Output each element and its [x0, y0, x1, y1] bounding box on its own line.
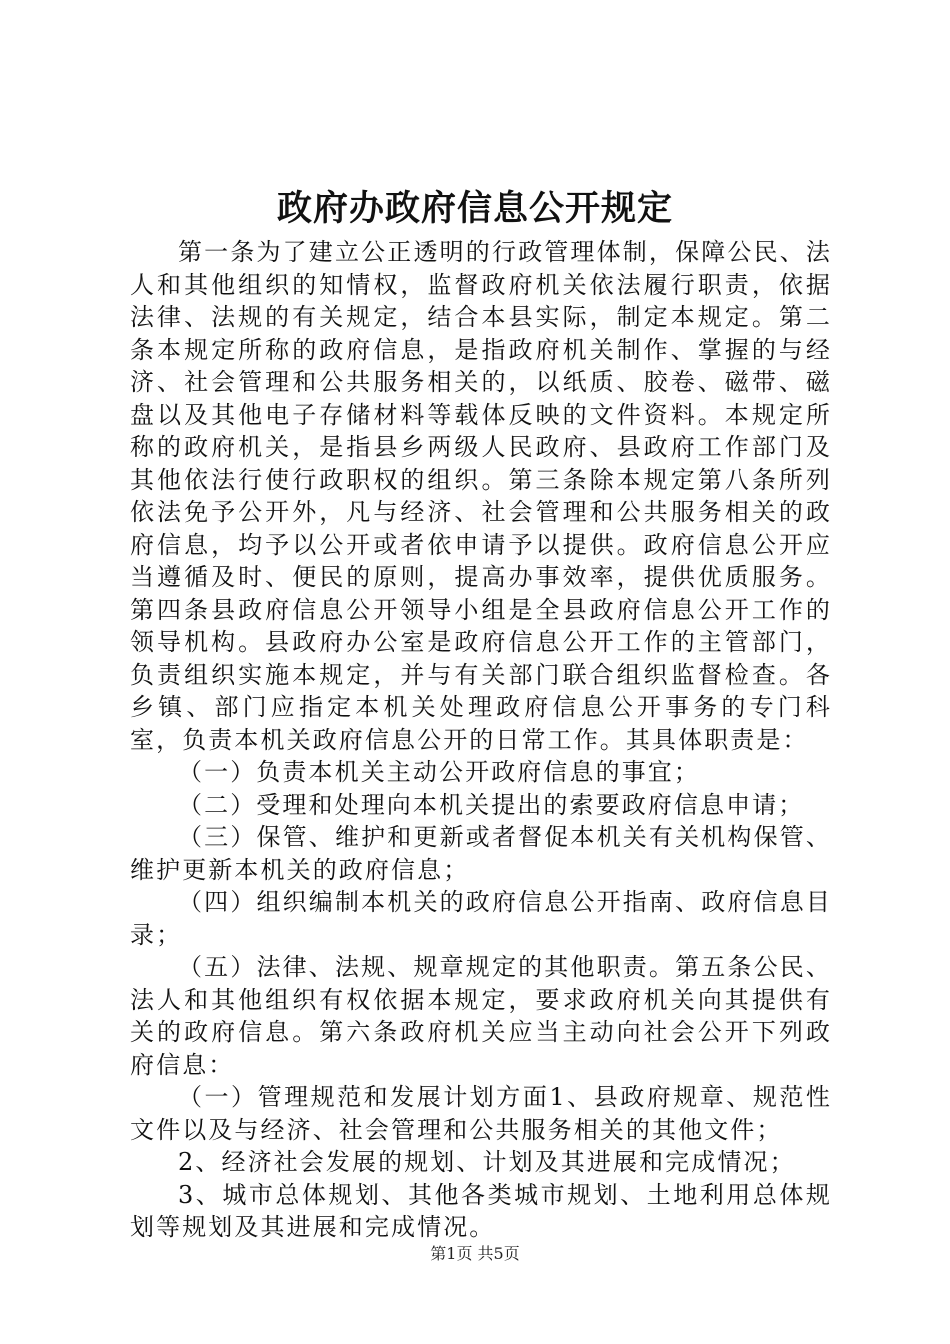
document-body: [130, 236, 832, 1244]
paragraph-item-management: （一）管理规范和发展计划方面1、县政府规章、规范性文件以及与经济、社会管理和公共服务相关的其他文件；: [130, 1083, 832, 1144]
paragraph-duty-3: （三）保管、维护和更新或者督促本机关有关机构保管、维护更新本机关的政府信息；: [130, 823, 832, 884]
paragraph-duty-1: （一）负责本机关主动公开政府信息的事宜；: [178, 758, 700, 786]
page-number-footer: 第1页 共5页: [430, 1244, 520, 1263]
paragraph-duty-4: （四）组织编制本机关的政府信息公开指南、政府信息目录；: [130, 888, 832, 949]
paragraph-articles-1-4: 第一条为了建立公正透明的行政管理体制，保障公民、法人和其他组织的知情权，监督政府机关依法履行职责，依据法律、法规的有关规定，结合本县实际，制定本规定。第二条本规定所称的政府信息，是指政府机关制作、掌握的与经济、社会管理和公共服务相关的，以纸质、胶卷、磁带、磁盘以及其他电子存储材料等载体反映的文件资料。本规定所称的政府机关，是指县乡两级人民政府、县政府工作部门及其他依法行使行政职权的组织。第三条除本规定第八条所列依法免予公开外，凡与经济、社会管理和公共服务相关的政府信息，均予以公开或者依申请予以提供。政府信息公开应当遵循及时、便民的原则，提高办事效率，提供优质服务。第四条县政府信息公开领导小组是全县政府信息公开工作的领导机构。县政府办公室是政府信息公开工作的主管部门，负责组织实施本规定，并与有关部门联合组织监督检查。各乡镇、部门应指定本机关处理政府信息公开事务的专门科室，负责本机关政府信息公开的日常工作。其具体职责是：: [130, 238, 832, 754]
paragraph-duty-2: （二）受理和处理向本机关提出的索要政府信息申请；: [178, 790, 805, 819]
paragraph-duty-5-articles-5-6: （五）法律、法规、规章规定的其他职责。第五条公民、法人和其他组织有权依据本规定，要求政府机关向其提供有关的政府信息。第六条政府机关应当主动向社会公开下列政府信息：: [130, 953, 832, 1079]
paragraph-item-plans: 2、经济社会发展的规划、计划及其进展和完成情况；: [178, 1148, 796, 1176]
document-title: 政府办政府信息公开规定: [276, 188, 673, 229]
paragraph-item-urban-planning: 3、城市总体规划、其他各类城市规划、土地利用总体规划等规划及其进展和完成情况。: [130, 1180, 832, 1241]
